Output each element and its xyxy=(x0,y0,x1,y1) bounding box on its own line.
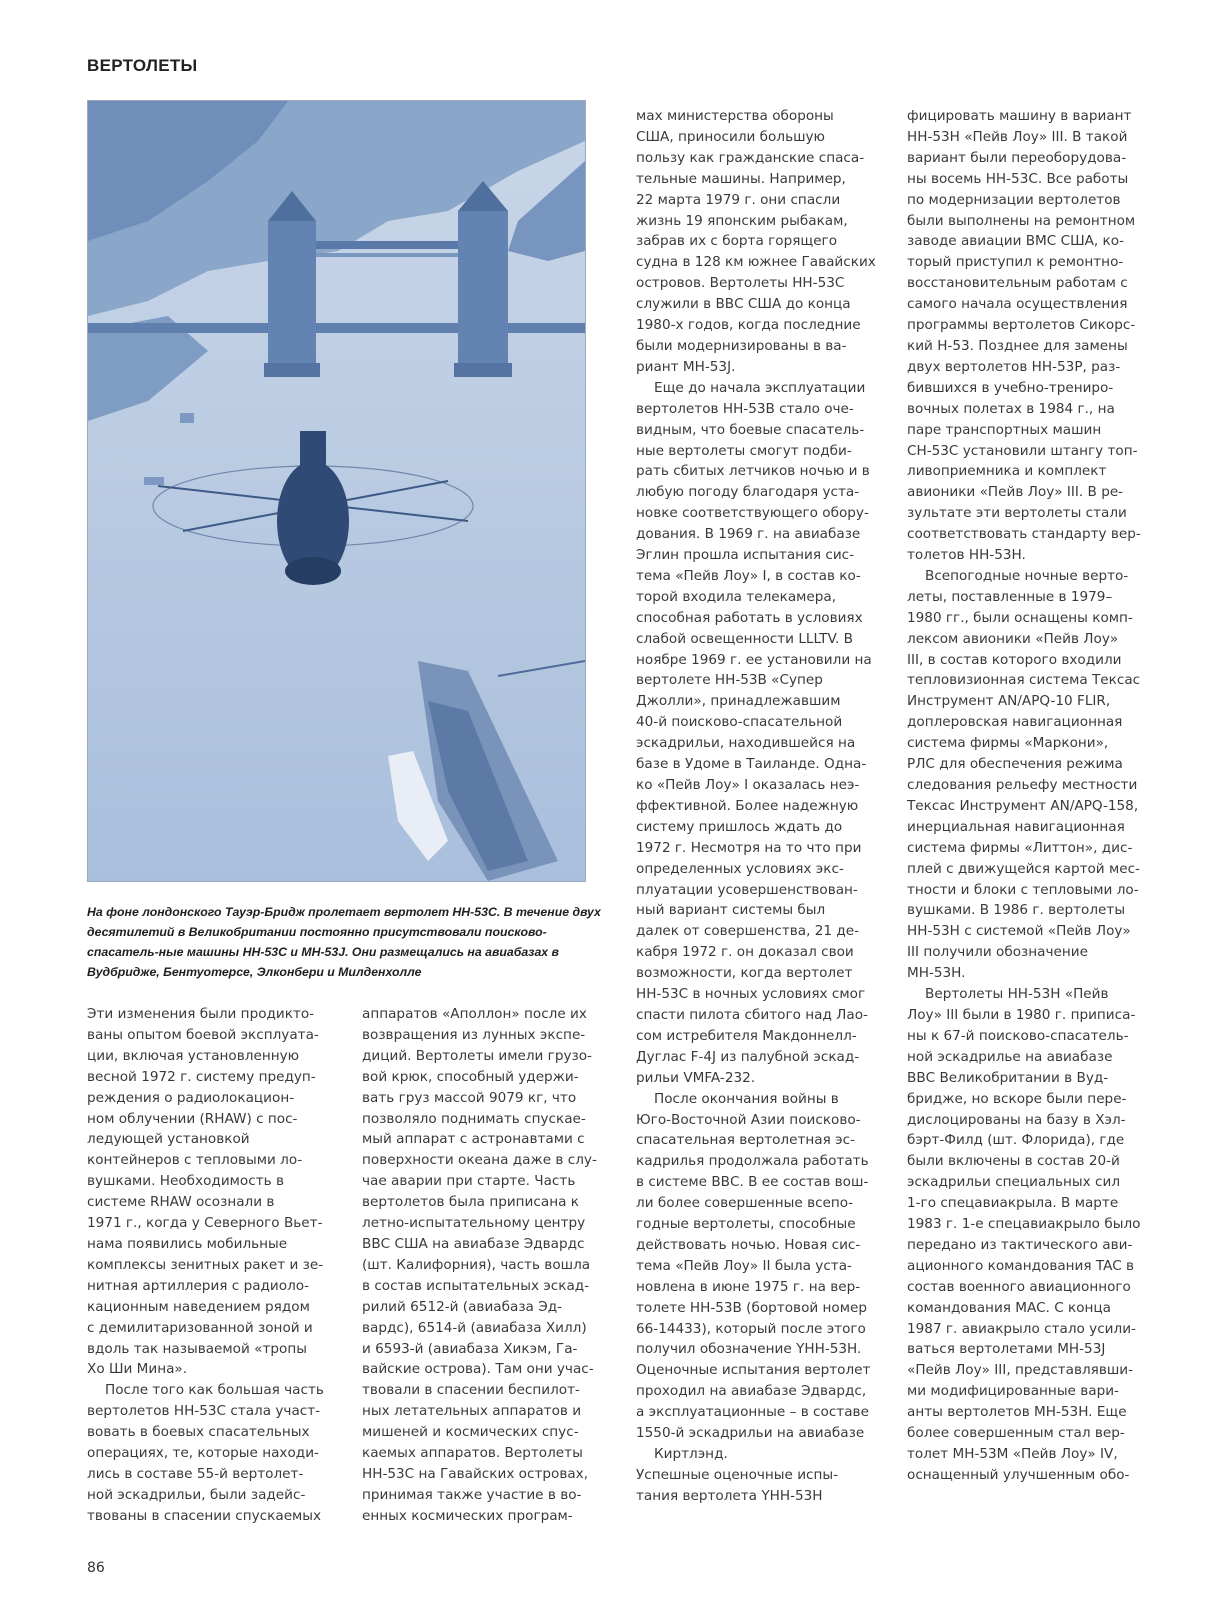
text-line: островов. Вертолеты HH-53C xyxy=(636,275,845,292)
text-line: более совершенным стал вер- xyxy=(907,1425,1125,1442)
text-line: бившихся в учебно-трениро- xyxy=(907,379,1114,396)
text-line: толетов HH-53H. xyxy=(907,547,1026,564)
text-line: ми модифицированные вари- xyxy=(907,1383,1119,1400)
text-line: HH-53C на Гавайских островах, xyxy=(362,1465,589,1482)
text-line: рать сбитых летчиков ночью и в xyxy=(636,463,870,480)
text-line: вать груз массой 9079 кг, что xyxy=(362,1089,577,1106)
text-line: самого начала осуществления xyxy=(907,296,1128,313)
text-line: систему пришлось ждать до xyxy=(636,818,843,835)
text-line: Киртлэнд. xyxy=(654,1446,728,1462)
text-line: 40-й поисково-спасательной xyxy=(636,714,843,731)
text-line: весной 1972 г. систему предуп- xyxy=(87,1068,316,1085)
text-line: тельные машины. Например, xyxy=(636,170,846,187)
text-line: Юго-Восточной Азии поисково- xyxy=(636,1111,861,1128)
helicopter-over-tower-bridge-photo xyxy=(87,100,586,882)
text-line: HH-53C в ночных условиях смог xyxy=(636,986,866,1003)
text-line: оснащенный улучшенным обо- xyxy=(907,1466,1130,1483)
text-line: Инструмент AN/APQ-10 FLIR, xyxy=(907,693,1111,710)
text-line: лись в составе 55-й вертолет- xyxy=(87,1465,304,1482)
text-line: Джолли», принадлежавшим xyxy=(636,693,841,710)
text-line: восстановительным работам с xyxy=(907,275,1128,292)
text-line: авионики «Пейв Лоу» III. В ре- xyxy=(907,484,1124,501)
text-line: HH-53H с системой «Пейв Лоу» xyxy=(907,923,1131,940)
text-line: толет MH-53M «Пейв Лоу» IV, xyxy=(907,1446,1118,1462)
text-line: операциях, те, которые находи- xyxy=(87,1445,319,1462)
text-line: судна в 128 км южнее Гавайских xyxy=(636,254,876,271)
text-line: заводе авиации ВМС США, ко- xyxy=(907,233,1124,250)
text-line: аппаратов «Аполлон» после их xyxy=(362,1006,587,1022)
text-line: передано из тактического ави- xyxy=(907,1236,1133,1253)
text-line: ных летательных аппаратов и xyxy=(362,1403,582,1420)
text-line: мах министерства обороны xyxy=(636,108,834,124)
text-line: доплеровская навигационная xyxy=(907,714,1123,731)
photo-caption: На фоне лондонского Тауэр-Бридж пролетает вертолет HH-53C. В течение двух десятилетий в Великобритании постоянно присутствовали поисково-спасатель-ные машины HH-53C и MH-53J. Они размещались на авиабазах в Вудбридже, Бентуотерсе, Элконбери и Милденхолле xyxy=(87,905,601,979)
text-line: возможности, когда вертолет xyxy=(636,965,853,982)
text-line: нама появились мобильные xyxy=(87,1235,288,1252)
text-line: базе в Удоме в Таиланде. Одна- xyxy=(636,756,867,773)
text-line: спасти пилота сбитого над Лао- xyxy=(636,1006,868,1023)
text-line: возвращения из лунных экспе- xyxy=(362,1026,586,1043)
text-line: сом истребителя Макдоннелл- xyxy=(636,1027,857,1044)
text-line: 1971 г., когда у Северного Вьет- xyxy=(87,1215,323,1232)
text-line: 1972 г. Несмотря на то что при xyxy=(636,839,862,856)
text-line: дования. В 1969 г. на авиабазе xyxy=(636,526,861,543)
text-line: 66-14433), который после этого xyxy=(636,1320,866,1337)
text-line: тема «Пейв Лоу» II была уста- xyxy=(636,1257,852,1274)
text-line: плуатации усовершенствован- xyxy=(636,881,858,898)
text-line: тепловизионная система Тексас xyxy=(907,672,1141,689)
text-line: ВВС Великобритании в Вуд- xyxy=(907,1069,1109,1086)
text-line: (шт. Калифорния), часть вошла xyxy=(362,1256,591,1273)
text-line: торый приступил к ремонтно- xyxy=(907,254,1124,271)
text-line: программы вертолетов Сикорс- xyxy=(907,317,1136,334)
text-line: каемых аппаратов. Вертолеты xyxy=(362,1445,583,1462)
text-line: ной эскадрильи, были задейс- xyxy=(87,1486,306,1503)
text-column-3 xyxy=(636,106,892,1507)
text-line: мый аппарат с астронавтами с xyxy=(362,1131,585,1148)
text-line: вушками. В 1986 г. вертолеты xyxy=(907,902,1126,919)
text-line: «Пейв Лоу» III, представлявши- xyxy=(907,1362,1134,1379)
text-line: вертолетов была приписана к xyxy=(362,1194,579,1211)
text-line: новке соответствующего обору- xyxy=(636,505,869,522)
text-line: плей с движущейся картой мес- xyxy=(907,860,1140,877)
text-line: Хо Ши Мина». xyxy=(87,1361,188,1378)
text-line: двух вертолетов HH-53P, раз- xyxy=(907,358,1121,375)
text-line: поверхности океана даже в слу- xyxy=(362,1152,597,1169)
text-line: III, в состав которого входили xyxy=(907,651,1122,668)
text-line: диций. Вертолеты имели грузо- xyxy=(362,1047,592,1064)
text-column-4 xyxy=(907,106,1169,1486)
text-line: вертолете HH-53B «Супер xyxy=(636,672,823,689)
text-line: принимая также участие в во- xyxy=(362,1486,582,1503)
text-line: были включены в состав 20-й xyxy=(907,1153,1120,1170)
text-line: РЛС для обеспечения режима xyxy=(907,756,1123,773)
text-line: енных космических програм- xyxy=(362,1507,573,1524)
text-line: видным, что боевые спасатель- xyxy=(636,421,865,438)
text-line: ли более совершенные всепо- xyxy=(636,1195,854,1212)
text-line: вайские острова). Там они учас- xyxy=(362,1361,594,1378)
text-line: рильи VMFA-232. xyxy=(636,1069,756,1086)
text-line: с демилитаризованной зоной и xyxy=(87,1319,313,1336)
text-line: кационным наведением рядом xyxy=(87,1298,310,1315)
text-line: ны восемь HH-53C. Все работы xyxy=(907,170,1129,187)
text-line: Оценочные испытания вертолет xyxy=(636,1362,871,1379)
photo-illustration xyxy=(88,101,585,881)
text-line: паре транспортных машин xyxy=(907,421,1102,438)
text-line: вочных полетах в 1984 г., на xyxy=(907,400,1115,417)
text-line: были выполнены на ремонтном xyxy=(907,212,1136,229)
text-line: в системе ВВС. В ее состав вош- xyxy=(636,1174,869,1191)
text-line: эскадрильи, находившейся на xyxy=(636,735,856,752)
text-line: ледующей установкой xyxy=(87,1131,250,1148)
text-line: толете HH-53B (бортовой номер xyxy=(636,1299,867,1316)
text-line: новлена в июне 1975 г. на вер- xyxy=(636,1278,861,1295)
text-line: 1987 г. авиакрыло стало усили- xyxy=(907,1320,1136,1337)
text-line: были модернизированы в ва- xyxy=(636,337,847,354)
text-line: тания вертолета YHH-53H xyxy=(636,1487,823,1504)
text-line: следования рельефу местности xyxy=(907,777,1138,793)
text-line: летно-испытательному центру xyxy=(362,1215,586,1232)
text-line: ный вариант системы был xyxy=(636,902,826,919)
text-line: тема «Пейв Лоу» I, в состав ко- xyxy=(636,567,861,584)
text-line: CH-53C установили штангу топ- xyxy=(907,442,1138,459)
text-line: Еще до начала эксплуатации xyxy=(654,379,866,396)
text-line: забрав их с борта горящего xyxy=(636,233,838,250)
text-line: США, приносили большую xyxy=(636,128,826,145)
text-line: ном облучении (RHAW) с пос- xyxy=(87,1110,298,1127)
text-line: 1550-й эскадрильи на авиабазе xyxy=(636,1425,865,1442)
text-line: состав военного авиационного xyxy=(907,1278,1131,1295)
text-column-2 xyxy=(362,1004,612,1527)
text-line: пользу как гражданские спаса- xyxy=(636,149,865,166)
text-line: После того как большая часть xyxy=(105,1382,324,1399)
text-line: риант MH-53J. xyxy=(636,358,736,375)
text-line: соответствовать стандарту вер- xyxy=(907,526,1141,543)
text-line: системе RHAW осознали в xyxy=(87,1194,275,1211)
text-line: 22 марта 1979 г. они спасли xyxy=(636,191,841,208)
text-line: а эксплуатационные – в составе xyxy=(636,1404,869,1421)
text-line: HH-53H «Пейв Лоу» III. В такой xyxy=(907,128,1128,145)
text-line: по модернизации вертолетов xyxy=(907,191,1121,208)
text-line: эскадрильи специальных сил xyxy=(907,1174,1121,1191)
text-line: анты вертолетов MH-53H. Еще xyxy=(907,1404,1127,1421)
text-line: вариант были переоборудова- xyxy=(907,149,1127,166)
text-line: бэрт-Филд (шт. Флорида), где xyxy=(907,1132,1125,1149)
text-line: лексом авионики «Пейв Лоу» xyxy=(907,630,1119,647)
text-line: комплексы зенитных ракет и зе- xyxy=(87,1256,324,1273)
text-line: кабря 1972 г. он доказал свои xyxy=(636,944,854,961)
text-line: контейнеров с тепловыми ло- xyxy=(87,1152,303,1169)
text-column-1 xyxy=(87,1004,337,1527)
text-line: действовать ночью. Новая сис- xyxy=(636,1236,861,1253)
text-line: вой крюк, способный удержи- xyxy=(362,1068,579,1085)
text-line: 1-го спецавиакрыла. В марте xyxy=(907,1195,1119,1212)
text-line: командования MAC. С конца xyxy=(907,1299,1112,1316)
text-line: рилий 6512-й (авиабаза Эд- xyxy=(362,1298,562,1315)
text-line: Всепогодные ночные верто- xyxy=(925,567,1129,584)
text-line: 1980 гг., были оснащены комп- xyxy=(907,609,1133,626)
text-line: 1983 г. 1-е спецавиакрыло было xyxy=(907,1216,1141,1233)
text-line: ффективной. Более надежную xyxy=(636,797,859,814)
text-line: способная работать в условиях xyxy=(636,609,863,626)
text-line: годные вертолеты, способные xyxy=(636,1216,856,1233)
text-line: торой входила телекамера, xyxy=(636,588,837,605)
text-line: ваны опытом боевой эксплуата- xyxy=(87,1026,319,1043)
text-line: Тексас Инструмент AN/APQ-158, xyxy=(907,797,1139,814)
page-number: 86 xyxy=(87,1560,105,1576)
text-line: Дуглас F-4J из палубной эскад- xyxy=(636,1048,860,1065)
text-line: фицировать машину в вариант xyxy=(907,108,1132,124)
text-line: получил обозначение YHH-53H. xyxy=(636,1341,862,1358)
text-line: спасательная вертолетная эс- xyxy=(636,1132,855,1149)
section-header: ВЕРТОЛЕТЫ xyxy=(87,56,198,75)
text-line: После окончания войны в xyxy=(654,1090,839,1107)
text-line: далек от совершенства, 21 де- xyxy=(636,923,860,940)
text-line: ции, включая установленную xyxy=(87,1047,300,1064)
text-line: позволяло поднимать спускае- xyxy=(362,1110,586,1127)
text-line: вертолетов HH-53C стала участ- xyxy=(87,1403,321,1420)
text-line: жизнь 19 японским рыбакам, xyxy=(636,212,848,229)
text-line: реждения о радиолокацион- xyxy=(87,1089,295,1106)
text-line: любую погоду благодаря уста- xyxy=(636,484,860,501)
text-line: вардс), 6514-й (авиабаза Хилл) xyxy=(362,1319,587,1336)
text-line: ной эскадрилье на авиабазе xyxy=(907,1048,1113,1065)
text-line: чае аварии при старте. Часть xyxy=(362,1173,576,1190)
text-line: проходил на авиабазе Эдвардс, xyxy=(636,1383,867,1400)
text-line: определенных условиях экс- xyxy=(636,860,844,877)
text-line: тности и блоки с тепловыми ло- xyxy=(907,881,1139,898)
text-line: Эти изменения были продикто- xyxy=(87,1006,315,1022)
text-line: ливоприемника и комплект xyxy=(907,463,1107,480)
text-line: и 6593-й (авиабаза Хикэм, Га- xyxy=(362,1340,578,1357)
text-line: зультате эти вертолеты стали xyxy=(907,505,1127,522)
text-line: леты, поставленные в 1979– xyxy=(907,588,1113,605)
text-line: ко «Пейв Лоу» I оказалась неэ- xyxy=(636,777,860,793)
text-line: бридже, но вскоре были пере- xyxy=(907,1090,1127,1107)
text-line: служили в ВВС США до конца xyxy=(636,296,851,313)
text-line: ноябре 1969 г. ее установили на xyxy=(636,651,872,668)
text-line: III получили обозначение xyxy=(907,944,1088,961)
text-line: слабой освещенности LLLTV. В xyxy=(636,630,853,647)
text-line: в состав испытательных эскад- xyxy=(362,1277,590,1294)
text-line: Успешные оценочные испы- xyxy=(636,1466,839,1483)
text-line: дислоцированы на базу в Хэл- xyxy=(907,1111,1126,1128)
text-line: нитная артиллерия с радиоло- xyxy=(87,1277,309,1294)
text-line: Лоу» III были в 1980 г. приписа- xyxy=(907,1006,1136,1023)
text-line: ваться вертолетами MH-53J xyxy=(907,1341,1106,1358)
text-line: ные вертолеты смогут подби- xyxy=(636,442,852,459)
text-line: Эглин прошла испытания сис- xyxy=(636,547,855,564)
text-line: ВВС США на авиабазе Эдвардс xyxy=(362,1235,585,1252)
text-line: ны к 67-й поисково-спасатель- xyxy=(907,1027,1129,1044)
text-line: вдоль так называемой «тропы xyxy=(87,1340,307,1357)
text-line: система фирмы «Маркони», xyxy=(907,735,1109,752)
text-line: кий H-53. Позднее для замены xyxy=(907,337,1128,354)
text-line: твовали в спасении беспилот- xyxy=(362,1382,580,1399)
text-line: вушками. Необходимость в xyxy=(87,1173,284,1190)
text-line: MH-53H. xyxy=(907,965,966,982)
text-line: вертолетов HH-53B стало оче- xyxy=(636,400,854,417)
text-line: мишеней и космических спус- xyxy=(362,1424,579,1441)
text-line: инерциальная навигационная xyxy=(907,818,1125,835)
text-line: система фирмы «Литтон», дис- xyxy=(907,839,1133,856)
text-line: твованы в спасении спускаемых xyxy=(87,1507,322,1524)
text-line: вовать в боевых спасательных xyxy=(87,1424,310,1441)
text-line: кадрилья продолжала работать xyxy=(636,1153,869,1170)
text-line: 1980-х годов, когда последние xyxy=(636,317,861,334)
text-line: ационного командования TAC в xyxy=(907,1257,1135,1274)
text-line: Вертолеты HH-53H «Пейв xyxy=(925,986,1109,1003)
